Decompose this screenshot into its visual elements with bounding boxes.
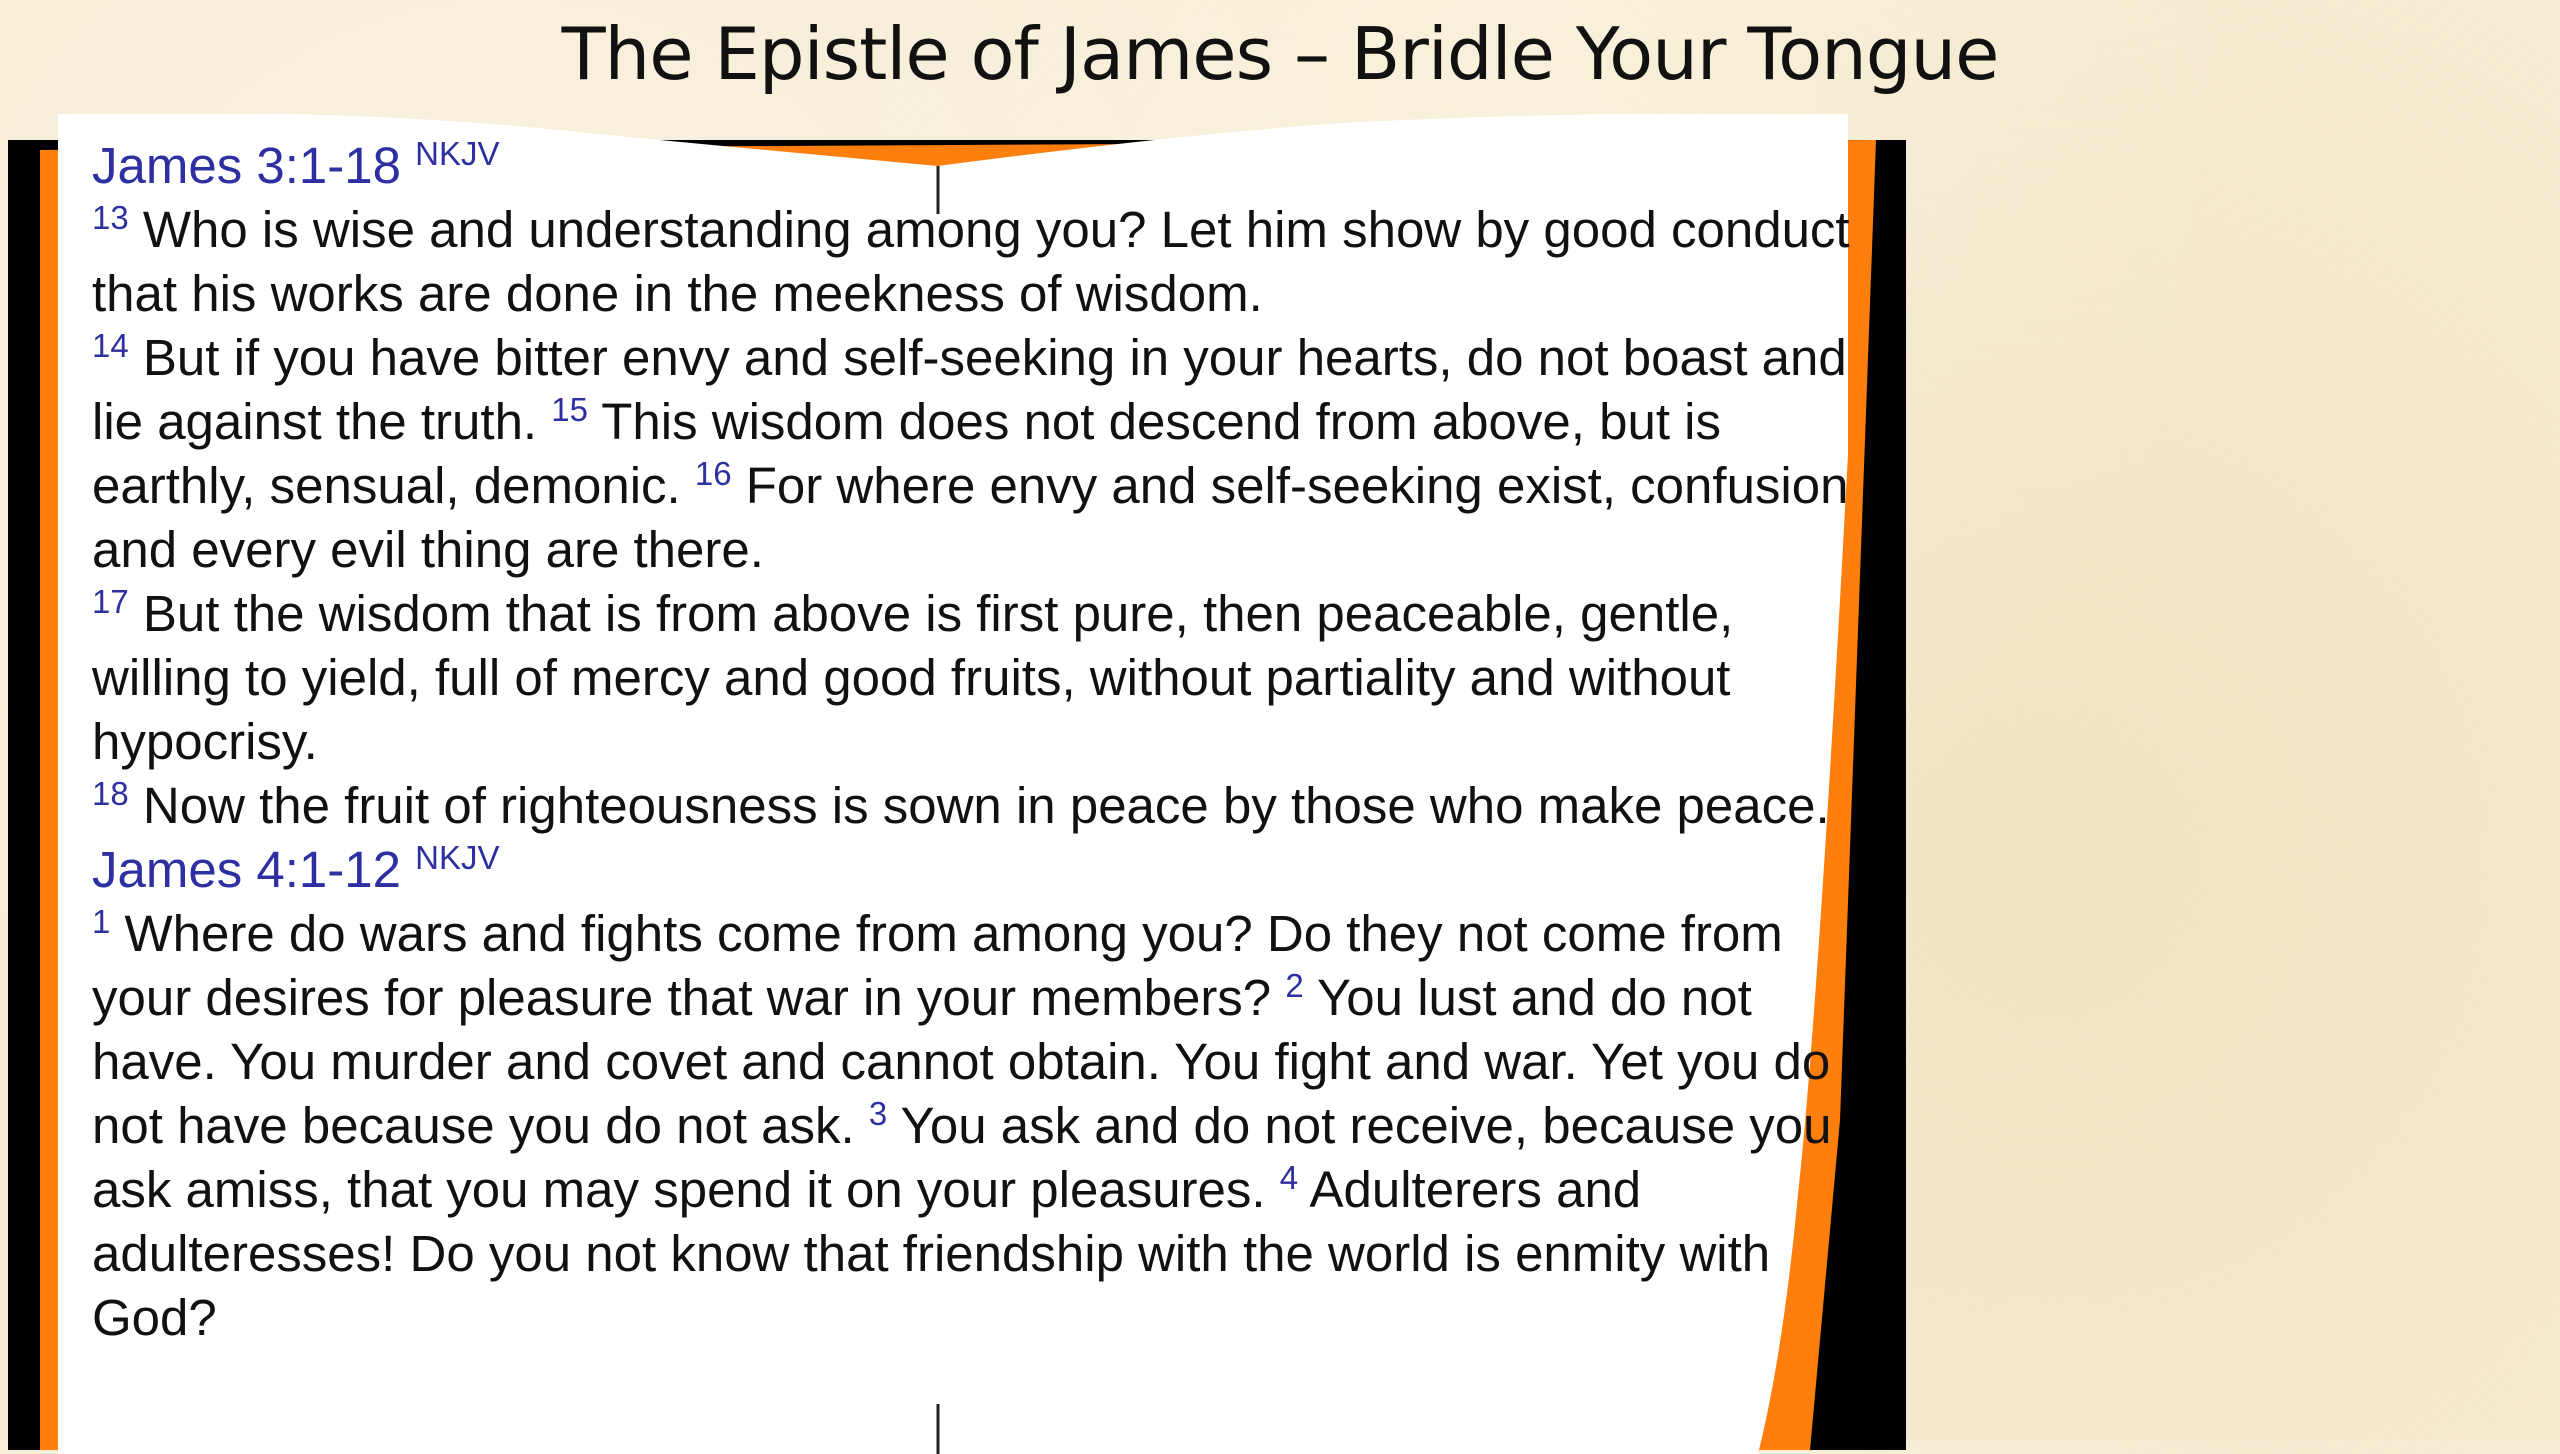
verse-number: 1 [92,903,111,940]
version-label: NKJV [415,135,500,172]
verse-text: You lust and do not have. You murder and covet and cannot obtain. You fight and war. Yet you do not have because you do not ask. [92,969,1831,1154]
verse-number: 13 [92,199,129,236]
verse-paragraph [92,326,1872,582]
verse-paragraph [92,198,1872,326]
verse-paragraph [92,582,1872,774]
verse-number: 2 [1285,967,1304,1004]
verse-number: 18 [92,775,129,812]
passage-reference [92,134,1872,198]
verse-text: But the wisdom that is from above is first pure, then peaceable, gentle, willing to yield, full of mercy and good fruits, without partiality and without hypocrisy. [92,585,1734,770]
verse-number: 3 [868,1095,888,1132]
verse-paragraph [92,774,1872,838]
verse-paragraph [92,902,1872,1350]
verse-text: Now the fruit of righteousness is sown in peace by those who make peace. [142,777,1830,834]
verse-number: 15 [551,391,588,428]
scripture-text [92,134,1872,1350]
reference-text: James 4:1-12 [92,841,401,898]
verse-text: But if you have bitter envy and self-seeking in your hearts, do not boast and lie against the truth. [92,329,1847,450]
verse-text: Adulterers and adulteresses! Do you not know that friendship with the world is enmity with God? [92,1161,1771,1346]
verse-number: 16 [694,455,732,492]
verse-number: 17 [92,583,129,620]
reference-text: James 3:1-18 [92,137,401,194]
verse-text: This wisdom does not descend from above, but is earthly, sensual, demonic. [92,393,1721,514]
verse-text: You ask and do not receive, because you ask amiss, that you may spend it on your pleasures. [92,1097,1832,1218]
verse-number: 4 [1279,1159,1299,1196]
verse-number: 14 [92,327,129,364]
passage-reference [92,838,1872,902]
verse-text: Who is wise and understanding among you? Let him show by good conduct that his works are done in the meekness of wisdom. [92,201,1850,322]
slide-title: The Epistle of James – Bridle Your Tongue [561,12,1999,96]
verse-text: For where envy and self-seeking exist, confusion and every evil thing are there. [92,457,1849,578]
verse-text: Where do wars and fights come from among you? Do they not come from your desires for pleasure that war in your members? [92,905,1783,1026]
version-label: NKJV [415,839,500,876]
